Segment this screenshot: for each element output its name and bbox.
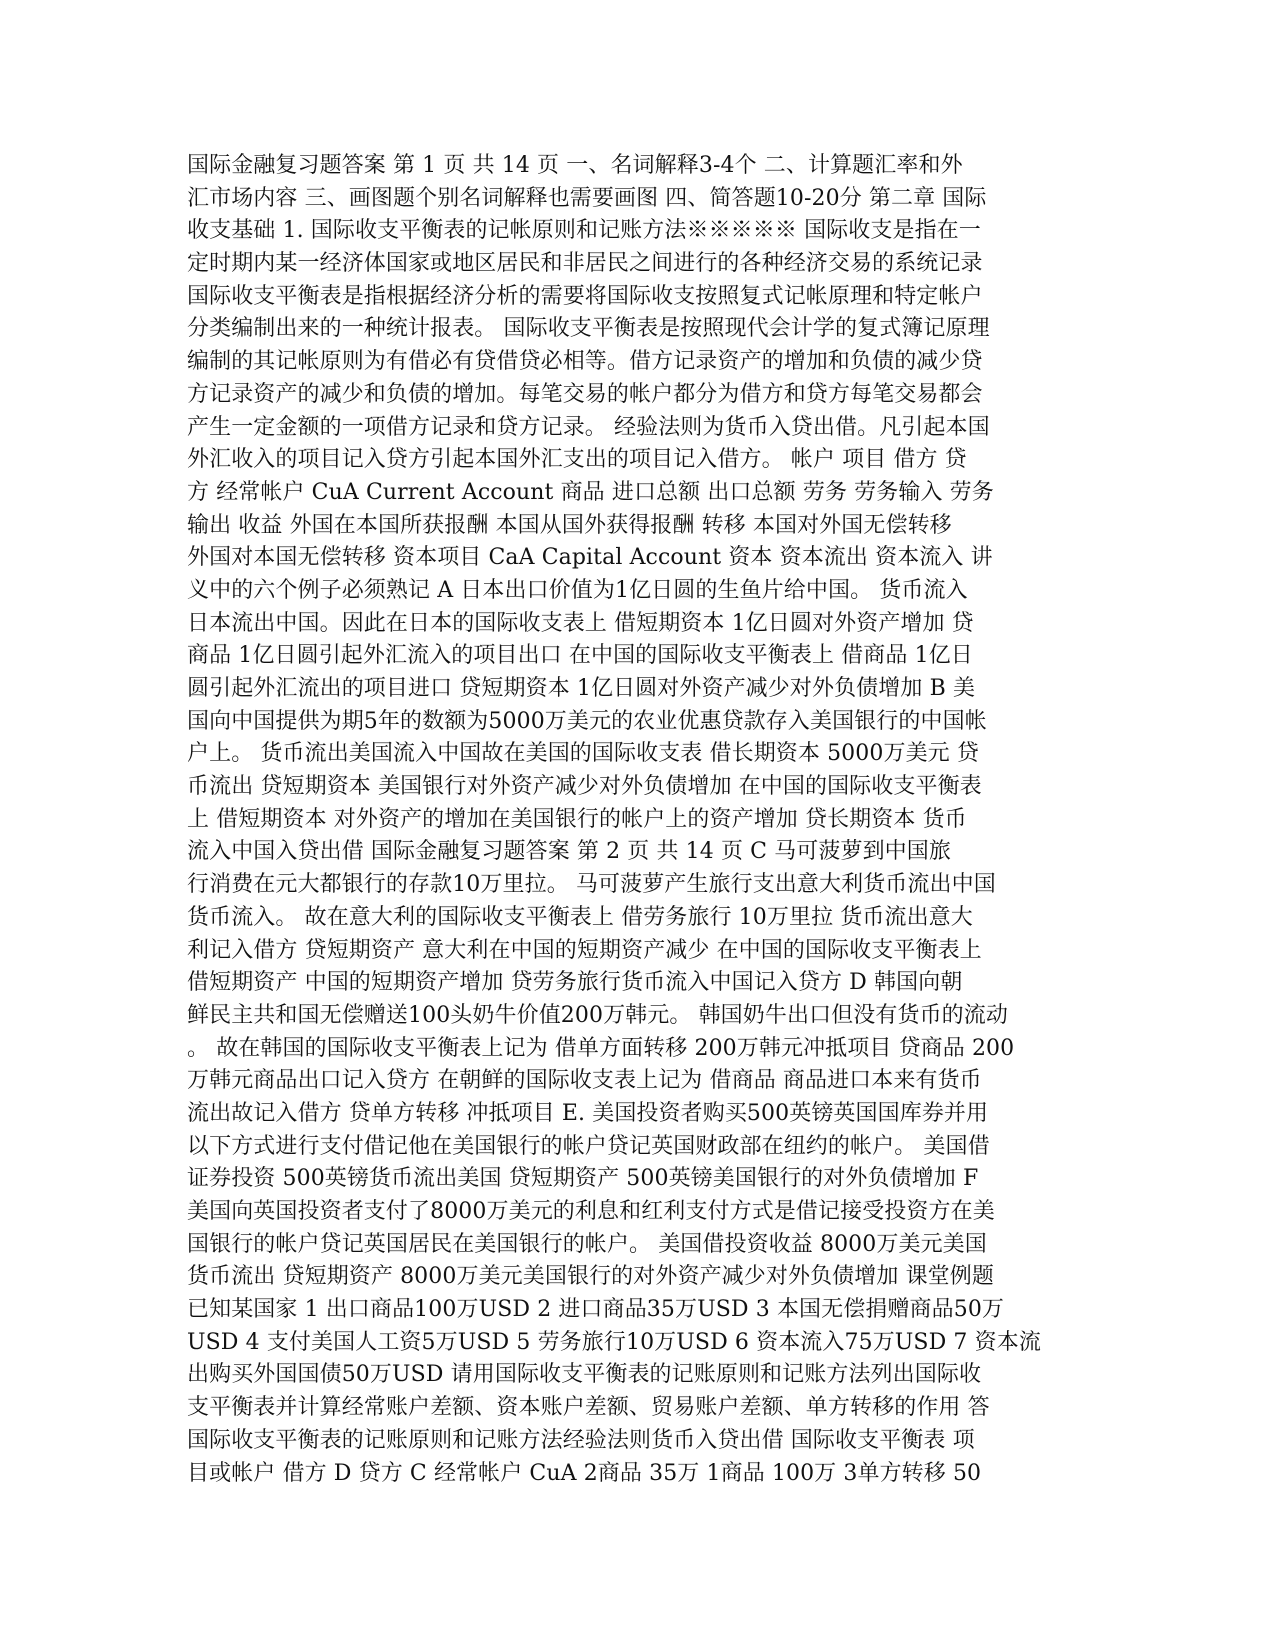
text-line: 以下方式进行支付借记他在美国银行的帐户贷记英国财政部在纽约的帐户。 美国借 bbox=[187, 1133, 990, 1159]
text-line: 利记入借方 贷短期资产 意大利在中国的短期资产减少 在中国的国际收支平衡表上 bbox=[187, 937, 982, 963]
text-line: 圆引起外汇流出的项目进口 贷短期资本 1亿日圆对外资产减少对外负债增加 B 美 bbox=[187, 676, 976, 701]
text-line: 外国对本国无偿转移 资本项目 CaA Capital Account 资本 资本流出 资本流入 讲 bbox=[187, 545, 993, 571]
text-line: 国际收支平衡表的记账原则和记账方法经验法则货币入贷出借 国际收支平衡表 项 bbox=[187, 1427, 975, 1453]
text-line: 支平衡表并计算经常账户差额、资本账户差额、贸易账户差额、单方转移的作用 答 bbox=[187, 1395, 990, 1421]
text-line: 定时期内某一经济体国家或地区居民和非居民之间进行的各种经济交易的系统记录 bbox=[187, 251, 983, 277]
text-line: 商品 1亿日圆引起外汇流入的项目出口 在中国的国际收支平衡表上 借商品 1亿日 bbox=[187, 643, 973, 669]
text-line: 汇市场内容 三、画图题个别名词解释也需要画图 四、简答题10-20分 第二章 国际 bbox=[187, 185, 987, 211]
text-line: USD 4 支付美国人工资5万USD 5 劳务旅行10万USD 6 资本流入75万USD 7 资本流 bbox=[187, 1329, 1041, 1355]
text-line: 美国向英国投资者支付了8000万美元的利息和红利支付方式是借记接受投资方在美 bbox=[187, 1199, 995, 1224]
text-line: 分类编制出来的一种统计报表。 国际收支平衡表是按照现代会计学的复式簿记原理 bbox=[187, 316, 990, 342]
text-line bbox=[187, 1490, 1107, 1523]
text-line: 出购买外国国债50万USD 请用国际收支平衡表的记账原则和记账方法列出国际收 bbox=[187, 1362, 982, 1388]
text-line: 证券投资 500英镑货币流出美国 贷短期资产 500英镑美国银行的对外负债增加 F bbox=[187, 1166, 979, 1192]
text-line: 方 经常帐户 CuA Current Account 商品 进口总额 出口总额 劳务 劳务输入 劳务 bbox=[187, 479, 994, 505]
text-line: 鲜民主共和国无偿赠送100头奶牛价值200万韩元。 韩国奶牛出口但没有货币的流动 bbox=[187, 1002, 1008, 1028]
text-line: 国向中国提供为期5年的数额为5000万美元的农业优惠贷款存入美国银行的中国帐 bbox=[187, 708, 987, 734]
text-line: 借短期资产 中国的短期资产增加 贷劳务旅行货币流入中国记入贷方 D 韩国向朝 bbox=[187, 970, 963, 996]
text-line: 货币流出 贷短期资产 8000万美元美国银行的对外资产减少对外负债增加 课堂例题 bbox=[187, 1264, 994, 1290]
text-line: 国银行的帐户贷记英国居民在美国银行的帐户。 美国借投资收益 8000万美元美国 bbox=[187, 1231, 987, 1257]
text-line: 输出 收益 外国在本国所获报酬 本国从国外获得报酬 转移 本国对外国无偿转移 bbox=[187, 512, 952, 538]
document-body bbox=[187, 150, 1107, 1523]
text-line: 货币流入。 故在意大利的国际收支平衡表上 借劳务旅行 10万里拉 货币流出意大 bbox=[187, 904, 973, 930]
text-line: 流入中国入贷出借 国际金融复习题答案 第 2 页 共 14 页 C 马可菠萝到中国旅 bbox=[187, 839, 951, 865]
text-line: 日本流出中国。因此在日本的国际收支表上 借短期资本 1亿日圆对外资产增加 贷 bbox=[187, 610, 974, 636]
text-line: 国际金融复习题答案 第 1 页 共 14 页 一、名词解释3-4个 二、计算题汇率和外 bbox=[187, 153, 963, 178]
text-line: 户上。 货币流出美国流入中国故在美国的国际收支表 借长期资本 5000万美元 贷 bbox=[187, 741, 979, 767]
text-line: 。 故在韩国的国际收支平衡表上记为 借单方面转移 200万韩元冲抵项目 贷商品 200 bbox=[187, 1035, 1015, 1061]
text-line: 万韩元商品出口记入贷方 在朝鲜的国际收支表上记为 借商品 商品进口本来有货币 bbox=[187, 1068, 982, 1094]
text-line: 流出故记入借方 贷单方转移 冲抵项目 E. 美国投资者购买500英镑英国国库券并用 bbox=[187, 1100, 989, 1126]
text-line: 收支基础 1. 国际收支平衡表的记帐原则和记账方法※※※※※ 国际收支是指在一 bbox=[187, 218, 981, 244]
text-line: 行消费在元大都银行的存款10万里拉。 马可菠萝产生旅行支出意大利货币流出中国 bbox=[187, 872, 996, 898]
text-line: 方记录资产的减少和负债的增加。每笔交易的帐户都分为借方和贷方每笔交易都会 bbox=[187, 381, 983, 407]
text-line: 义中的六个例子必须熟记 A 日本出口价值为1亿日圆的生鱼片给中国。 货币流入 bbox=[187, 577, 968, 603]
text-line: 编制的其记帐原则为有借必有贷借贷必相等。借方记录资产的增加和负债的减少贷 bbox=[187, 349, 983, 375]
text-line: 上 借短期资本 对外资产的增加在美国银行的帐户上的资产增加 贷长期资本 货币 bbox=[187, 806, 967, 832]
text-line: 币流出 贷短期资本 美国银行对外资产减少对外负债增加 在中国的国际收支平衡表 bbox=[187, 774, 982, 800]
text-line: 已知某国家 1 出口商品100万USD 2 进口商品35万USD 3 本国无偿捐赠商品50万 bbox=[187, 1297, 1005, 1323]
text-line: 目或帐户 借方 D 贷方 C 经常帐户 CuA 2商品 35万 1商品 100万 3单方转移 50 bbox=[187, 1460, 982, 1486]
text-line: 外汇收入的项目记入贷方引起本国外汇支出的项目记入借方。 帐户 项目 借方 贷 bbox=[187, 447, 967, 473]
text-line: 国际收支平衡表是指根据经济分析的需要将国际收支按照复式记帐原理和特定帐户 bbox=[187, 283, 983, 309]
text-line: 产生一定金额的一项借方记录和贷方记录。 经验法则为货币入贷出借。凡引起本国 bbox=[187, 414, 990, 440]
